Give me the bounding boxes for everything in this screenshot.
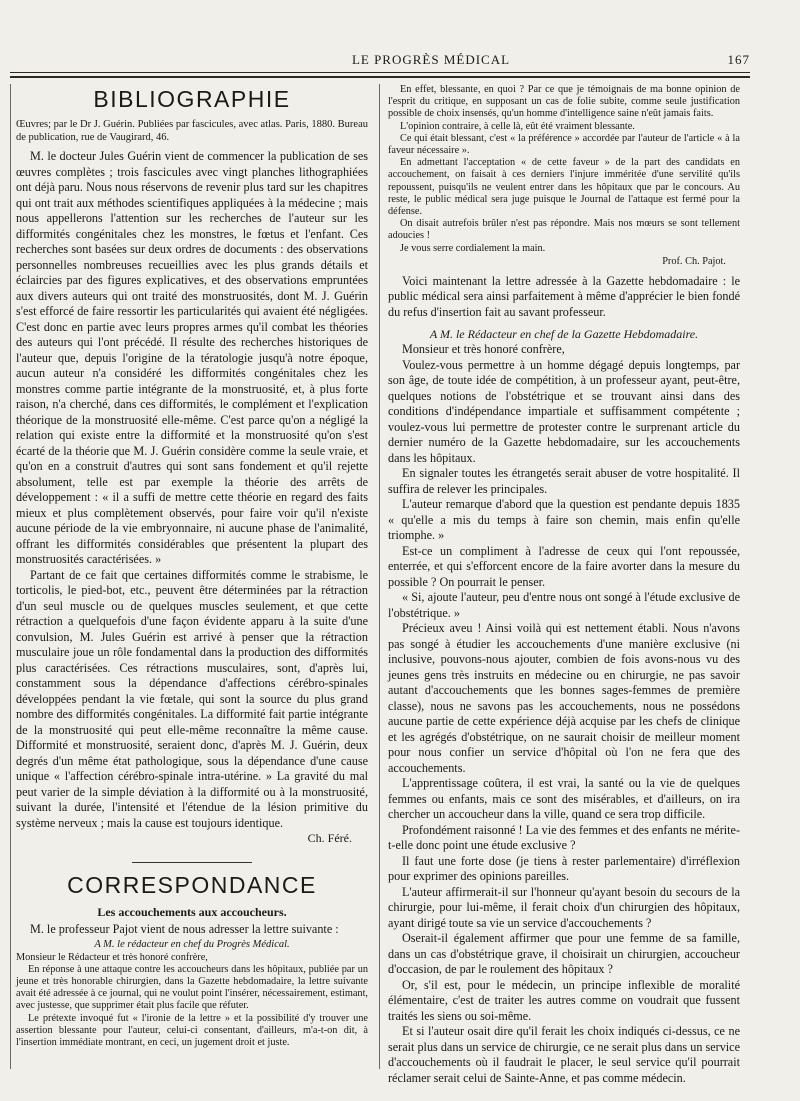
section-ornament [16,854,368,868]
second-letter-paragraph: Or, s'il est, pour le médecin, un principe inflexible de moralité élémentaire, c'est de traiter les autres comme on voudrait que fussent traités les siens ou soi-même. [388,977,740,1023]
column-divider [379,84,380,1069]
second-letter-paragraph: Voulez-vous permettre à un homme dégagé depuis longtemps, par son âge, de toute idée de compétition, à un professeur ayant, peut-être, quelques notions de l'obstétrique et se trouvant ainsi dans des conditions d'indépendance impartiale et suffisamment compétente ; voulez-vous lui permettre de protester contre le surprenant article du dernier numéro de la Gazette hebdomadaire, sur les accouchements dans les hôpitaux. [388,357,740,465]
bibliographie-paragraph: M. le docteur Jules Guérin vient de commencer la publication de ses œuvres complètes ; trois fascicules avec vingt planches lithographiées ont déjà paru. Nous nous réservons de revenir plus tard sur les chapitres qui ont trait aux méthodes scientifiques appliquées à la médecine ; mais nous appellerons l'attention sur les recherches de l'auteur sur les difformités congénitales chez les monstres, le fœtus et l'enfant. Ces recherches sont basées sur deux ordres de documents : des observations personnelles nombreuses recueillies avec les plus grands détails et éclaircies par des figures explicatives, et des observations empruntées aux divers auteurs qui ont traité des monstruosités, dont M. J. Guérin s'est efforcé de faire ressortir les particularités qui avaient été négligées. C'est donc en partie avec leurs propres armes qu'il combat les théories des auteurs qui l'ont précédé. Il résulte des recherches historiques de l'auteur que, depuis l'origine de la tératologie jusqu'à notre époque, aucun auteur n'a considéré les difformités congénitales chez les monstres comme partie intégrante de la monstruosité, et, à plus forte raison, n'a cherché, dans ces difformités, le complément et l'explication théorique de la monstruosité elle-même. C'est parce qu'on a négligé la relation qui existe entre la difformité et la monstruosité qu'on s'est écarté de la théorie que M. J. Guérin considère comme la seule vraie, et qu'on en a construit d'autres qui sont sans fondement et qu'il rejette absolument, telle est par exemple la théorie des arrêts de développement : « il a suffi de mettre cette théorie en regard des faits mieux et plus complètement observés, pour faire voir qu'il n'existe aucune période de la vie embryonnaire, ni aucune phase de l'animalité, offrant les difformités considérables que présentent la plupart des monstruosités caractérisées. » [16,149,368,566]
letter-salutation: A M. le rédacteur en chef du Progrès Médical. [94,938,290,950]
second-letter-paragraph: Précieux aveu ! Ainsi voilà qui est nettement établi. Nous n'avons pas songé à étudier les accouchements d'une manière exclusive (ni inclusive, pouvons-nous ajouter, combien de fois avons-nous vu des jeunes gens très instruits en médecine ou en chirurgie, ne pas savoir autant d'accouchements que les bonnes sages-femmes de première classe), nous ne savons pas les accouchements, nous ne possédons aucune partie de cette expérience déjà acquise par les chefs de clinique et les agrégés d'obstétrique, on ne saurait choisir de meilleur moment pour nous confier un service d'hôpital où l'on ne fera que des accouchements. [388,621,740,775]
correspondance-subheading: Les accouchements aux accoucheurs. [97,905,287,919]
transition-paragraph: Voici maintenant la lettre adressée à la Gazette hebdomadaire : le public médical sera ainsi parfaitement à même d'apprécier le bien fondé du refus d'insertion fait au savant professeur. [388,273,740,319]
letter-paragraph: En réponse à une attaque contre les accoucheurs dans les hôpitaux, publiée par un jeune et très honorable chirurgien, dans la Gazette hebdomadaire, la lettre suivante avait été adressée à ce journal, qui ne voulut point l'insérer, nécessairement, estimant, avec justesse, que supprimer était plus facile que réfuter. [16,963,368,1012]
letter-paragraph: Ce qui était blessant, c'est « la préférence » accordée par l'auteur de l'article « à la faveur nécessaire ». [388,132,740,157]
letter-signature: Prof. Ch. Pajot. [662,255,726,267]
bibliographie-paragraph: Partant de ce fait que certaines difformités comme le strabisme, le torticolis, le pied-bot, etc., peuvent être déterminées par la rétraction d'un seul muscle ou de quelques muscles seulement, et que cette rétraction a quelquefois d'une façon évidente apparu à la suite d'une convulsion, M. Jules Guérin est arrivé à penser que la rétraction musculaire joue un rôle fondamental dans la production des difformités plus caractérisées. Ces rétractions musculaires, sont, d'après lui, constamment sous la dépendance d'affections cérébro-spinales développées pendant la vie fœtale, qui sont la source du plus grand nombre des difformités congénitales. La difformité fait partie intégrante de la monstruosité qui peut elle-même reconnaître la même cause. Difformité et monstruosité, seraient donc, d'après M. J. Guérin, deux degrés d'un même état pathologique, sous la dépendance d'une cause unique « l'affection cérébro-spinale intra-utérine. » La gravité du mal peut varier de la simple déviation à la difformité ou à la monstruosité, suivant la durée, l'intensité et l'étendue de la lésion primitive du système nerveux ; mais la cause est toujours identique. [16,567,368,830]
second-letter-paragraph: Oserait-il également affirmer que pour une femme de sa famille, dans un cas d'obstétrique grave, il choisirait un chirurgien, accoucheur d'occasion, de par le roulement des hôpitaux ? [388,931,740,977]
review-signature: Ch. Féré. [307,831,352,845]
bibliographie-heading: BIBLIOGRAPHIE [93,86,291,112]
second-letter-salutation: A M. le Rédacteur en chef de la Gazette Hebdomadaire. [429,327,699,342]
bibliography-reference: Œuvres; par le Dr J. Guérin. Publiées par fascicules, avec atlas. Paris, 1880. Bureau de publication, rue de Vaugirard, 46. [16,119,368,143]
letter-paragraph: Monsieur le Rédacteur et très honoré confrère, [16,951,208,963]
second-letter-paragraph: En signaler toutes les étrangetés serait abuser de votre hospitalité. Il suffira de relever les principales. [388,466,740,496]
second-letter-paragraph: « Si, ajoute l'auteur, peu d'entre nous ont songé à l'étude exclusive de l'obstétrique. » [388,590,740,620]
running-head [112,52,750,68]
second-letter-paragraph: Monsieur et très honoré confrère, [402,342,565,357]
header-rule [10,72,750,73]
letter-paragraph: Le prétexte invoqué fut « l'ironie de la lettre » et la possibilité d'y trouver une assertion blessante pour l'auteur, celui-ci consentant, d'ailleurs, m'a-t-on dit, à l'insertion immédiate montrant, en ceci, un jugement droit et juste. [16,1012,368,1048]
letter-paragraph: L'opinion contraire, à celle là, eût été vraiment blessante. [400,120,635,132]
second-letter-paragraph: L'auteur affirmerait-il sur l'honneur qu'ayant besoin du secours de la chirurgie, pour lui-même, il ferait choix d'un chirurgien des hôpitaux, ayant dirigé toute sa vie un service d'accouchements ? [388,884,740,930]
right-column [388,84,740,1086]
correspondance-heading: CORRESPONDANCE [67,872,317,898]
second-letter-paragraph: Et si l'auteur osait dire qu'il ferait les choix indiqués ci-dessus, ce ne serait plus dans un service de chirurgie, ce ne serait plus dans un service d'accouchements où il faudrait le placer, le seul service qu'il pourrait réclamer serait celui de Sainte-Anne, et pas comme médecin. [388,1024,740,1085]
left-column [16,84,368,1049]
correspondance-intro: M. le professeur Pajot vient de nous adresser la lettre suivante : [30,922,339,936]
letter-paragraph: En admettant l'acceptation « de cette faveur » de la part des candidats en accouchement, on faisait à ces derniers l'injure imméritée d'une servilité qu'ils repoussent, puisqu'ils ne veulent entrer dans les hôpitaux que par le concours. Au reste, le public médical sera juge puisque le Journal de l'attaque est fermé pour la défense. [388,157,740,218]
running-title: LE PROGRÈS MÉDICAL [351,52,511,67]
second-letter-paragraph: L'apprentissage coûtera, il est vrai, la santé ou la vie de quelques femmes ou enfants, mais ce sont des misérables, et d'ailleurs, on ira chercher un accoucheur dans la ville, quand ce sera trop difficile. [388,776,740,822]
header-rule-thick [10,76,750,78]
letter-paragraph: On disait autrefois brûler n'est pas répondre. Mais nos mœurs se sont tellement adoucies ! [388,218,740,242]
second-letter-paragraph: Il faut une forte dose (je tiens à rester parlementaire) d'irréflexion pour exprimer des opinions pareilles. [388,853,740,884]
second-letter-paragraph: Est-ce un compliment à l'adresse de ceux qui l'ont repoussée, enterrée, et qui s'efforcent encore de la faire avorter dans la mesure du possible ? On pourrait le penser. [388,543,740,589]
letter-paragraph: En effet, blessante, en quoi ? Par ce que je témoignais de ma bonne opinion de l'esprit du critique, en supposant un cas de folie subite, comme seule justification possible de choix insensés, qu'un homme d'intelligence saine n'eût jamais faits. [388,84,740,120]
second-letter-paragraph: L'auteur remarque d'abord que la question est pendante depuis 1835 « qu'elle a mis du temps à faire son chemin, mais enfin qu'elle triomphe. » [388,497,740,543]
letter-paragraph: Je vous serre cordialement la main. [400,242,546,254]
left-margin-rule [10,84,11,1069]
second-letter-paragraph: Profondément raisonné ! La vie des femmes et des enfants ne mérite-t-elle donc point une étude exclusive ? [388,822,740,853]
page-number: 167 [727,52,750,67]
